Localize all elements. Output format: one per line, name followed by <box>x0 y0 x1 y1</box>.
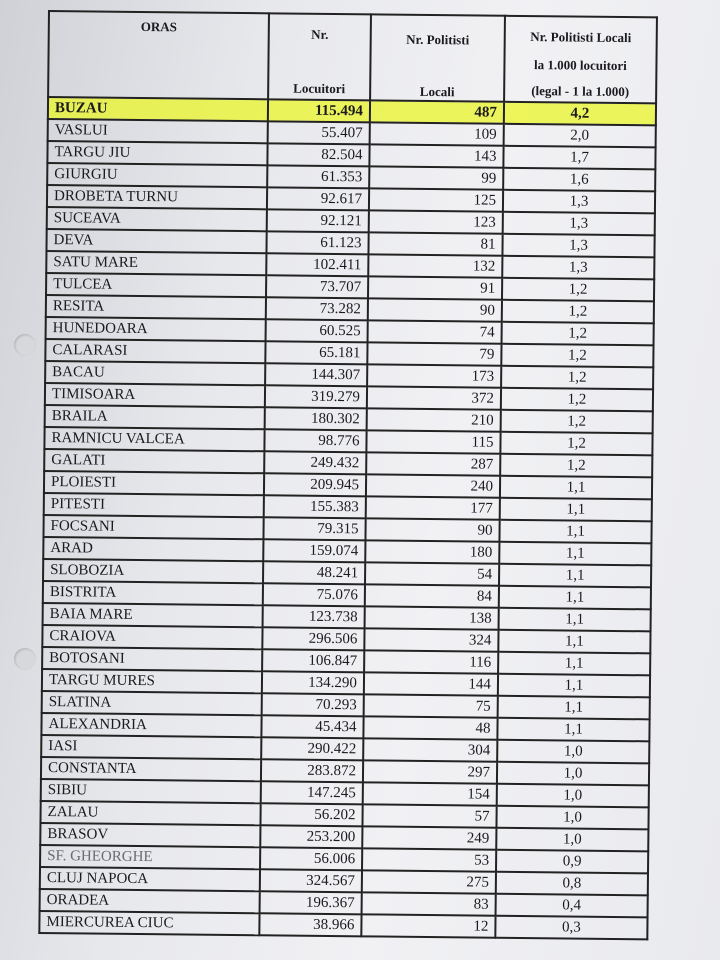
cell-politisti: 53 <box>362 848 496 871</box>
cell-locuitori: 70.293 <box>262 693 364 716</box>
cell-locuitori: 56.006 <box>260 847 362 870</box>
cell-locuitori: 102.411 <box>266 253 368 276</box>
cell-oras: BACAU <box>45 361 265 385</box>
cell-per-1000: 1,0 <box>497 740 649 764</box>
cell-oras: BAIA MARE <box>43 603 263 627</box>
cell-oras: ZALAU <box>40 801 260 825</box>
cell-politisti: 125 <box>369 188 503 211</box>
cell-politisti: 90 <box>365 518 499 541</box>
cell-oras: TARGU MURES <box>42 669 262 693</box>
cell-per-1000: 1,1 <box>499 564 651 588</box>
cell-per-1000: 1,1 <box>499 542 651 566</box>
cell-politisti: 109 <box>370 122 504 145</box>
cell-politisti: 177 <box>366 496 500 519</box>
cell-politisti: 74 <box>368 320 502 343</box>
cell-per-1000: 1,1 <box>498 696 650 720</box>
cell-politisti: 84 <box>365 584 499 607</box>
cell-oras: SF. GHEORGHE <box>40 845 260 869</box>
cell-oras: BOTOSANI <box>42 647 262 671</box>
cell-per-1000: 0,3 <box>495 916 647 940</box>
cell-per-1000: 1,2 <box>502 278 654 302</box>
cell-locuitori: 61.353 <box>267 165 369 188</box>
cell-oras: GALATI <box>44 449 264 473</box>
cell-politisti: 304 <box>363 738 497 761</box>
cell-politisti: 75 <box>364 694 498 717</box>
cell-locuitori: 92.617 <box>267 187 369 210</box>
cell-oras: SUCEAVA <box>47 207 267 231</box>
cell-locuitori: 319.279 <box>265 385 367 408</box>
cell-per-1000: 1,3 <box>503 190 655 214</box>
header-politisti-line2: Locali <box>419 83 455 100</box>
header-oras-label: ORAS <box>140 18 177 35</box>
cell-politisti: 83 <box>362 892 496 915</box>
cell-politisti: 99 <box>369 166 503 189</box>
cell-per-1000: 1,2 <box>502 300 654 324</box>
cell-politisti: 79 <box>367 342 501 365</box>
punch-hole <box>14 334 36 356</box>
cell-locuitori: 79.315 <box>263 517 365 540</box>
cell-politisti: 123 <box>369 210 503 233</box>
cell-politisti: 249 <box>362 826 496 849</box>
cell-locuitori: 296.506 <box>262 627 364 650</box>
cell-per-1000: 0,9 <box>496 850 648 874</box>
cell-oras: MIERCUREA CIUC <box>39 911 259 935</box>
cell-oras: VASLUI <box>48 119 268 143</box>
cell-locuitori: 283.872 <box>261 759 363 782</box>
cell-oras: BRAILA <box>45 405 265 429</box>
cell-per-1000: 1,2 <box>501 410 653 434</box>
cell-per-1000: 1,1 <box>498 630 650 654</box>
cell-politisti: 240 <box>366 474 500 497</box>
cell-per-1000: 1,1 <box>500 476 652 500</box>
cell-politisti: 180 <box>365 540 499 563</box>
cell-politisti: 91 <box>368 276 502 299</box>
cell-oras: TIMISOARA <box>45 383 265 407</box>
cell-per-1000: 1,2 <box>501 344 653 368</box>
cell-oras: CONSTANTA <box>41 757 261 781</box>
cell-oras: FOCSANI <box>43 515 263 539</box>
cell-locuitori: 123.738 <box>263 605 365 628</box>
cell-politisti: 324 <box>364 628 498 651</box>
cell-per-1000: 1,2 <box>501 388 653 412</box>
cell-oras: HUNEDOARA <box>46 317 266 341</box>
cell-politisti: 372 <box>367 386 501 409</box>
cell-oras: IASI <box>41 735 261 759</box>
cell-politisti: 297 <box>363 760 497 783</box>
cell-per-1000: 1,1 <box>497 718 649 742</box>
table-header-row <box>48 11 657 103</box>
cell-oras: PLOIESTI <box>44 471 264 495</box>
cell-locuitori: 106.847 <box>262 649 364 672</box>
cell-oras: SIBIU <box>41 779 261 803</box>
cell-locuitori: 55.407 <box>268 121 370 144</box>
cell-per-1000: 1,3 <box>502 256 654 280</box>
cell-oras: DEVA <box>46 229 266 253</box>
cell-locuitori: 155.383 <box>264 495 366 518</box>
cell-oras: SATU MARE <box>46 251 266 275</box>
header-oras <box>48 11 269 99</box>
cell-per-1000: 1,2 <box>500 432 652 456</box>
cell-oras: ORADEA <box>40 889 260 913</box>
cell-politisti: 54 <box>365 562 499 585</box>
cell-per-1000: 4,2 <box>504 102 656 126</box>
cell-locuitori: 180.302 <box>265 407 367 430</box>
cell-locuitori: 73.707 <box>266 275 368 298</box>
cell-locuitori: 92.121 <box>267 209 369 232</box>
punch-hole <box>14 648 36 670</box>
table-body <box>39 97 656 939</box>
cell-per-1000: 1,1 <box>498 652 650 676</box>
cell-locuitori: 60.525 <box>266 319 368 342</box>
cell-oras: TULCEA <box>46 273 266 297</box>
cell-oras: SLOBOZIA <box>43 559 263 583</box>
header-per-1000-line1: Nr. Politisti Locali <box>530 29 632 46</box>
header-politisti-line1: Nr. Politisti <box>406 31 470 48</box>
cell-per-1000: 1,2 <box>502 322 654 346</box>
cell-oras: CALARASI <box>45 339 265 363</box>
cell-locuitori: 98.776 <box>264 429 366 452</box>
cell-politisti: 132 <box>368 254 502 277</box>
cell-oras: DROBETA TURNU <box>47 185 267 209</box>
cell-oras: ALEXANDRIA <box>41 713 261 737</box>
cell-locuitori: 61.123 <box>266 231 368 254</box>
cell-per-1000: 1,1 <box>498 674 650 698</box>
cell-politisti: 81 <box>368 232 502 255</box>
cell-oras: TARGU JIU <box>47 141 267 165</box>
cell-oras: SLATINA <box>42 691 262 715</box>
cell-locuitori: 134.290 <box>262 671 364 694</box>
cell-politisti: 173 <box>367 364 501 387</box>
cell-politisti: 48 <box>363 716 497 739</box>
cell-per-1000: 0,8 <box>496 872 648 896</box>
cell-locuitori: 159.074 <box>263 539 365 562</box>
cell-locuitori: 144.307 <box>265 363 367 386</box>
cell-politisti: 210 <box>367 408 501 431</box>
cell-politisti: 487 <box>370 100 504 123</box>
cell-politisti: 144 <box>364 672 498 695</box>
cell-oras: RESITA <box>46 295 266 319</box>
cell-oras: BISTRITA <box>43 581 263 605</box>
header-locuitori <box>268 13 371 100</box>
cell-oras: CRAIOVA <box>42 625 262 649</box>
cell-per-1000: 1,0 <box>496 828 648 852</box>
cell-per-1000: 1,0 <box>497 762 649 786</box>
cell-politisti: 154 <box>363 782 497 805</box>
cell-locuitori: 38.966 <box>259 913 361 936</box>
cell-locuitori: 48.241 <box>263 561 365 584</box>
cell-per-1000: 1,1 <box>499 586 651 610</box>
cell-locuitori: 209.945 <box>264 473 366 496</box>
cell-per-1000: 1,3 <box>503 212 655 236</box>
header-per-1000-line3: (legal - 1 la 1.000) <box>531 83 630 100</box>
cell-locuitori: 73.282 <box>266 297 368 320</box>
cell-per-1000: 1,1 <box>499 520 651 544</box>
cell-oras: ARAD <box>43 537 263 561</box>
header-locuitori-line1: Nr. <box>311 26 329 42</box>
cell-politisti: 116 <box>364 650 498 673</box>
header-per-1000 <box>504 16 657 104</box>
cell-locuitori: 82.504 <box>267 143 369 166</box>
cell-per-1000: 0,4 <box>496 894 648 918</box>
cell-locuitori: 290.422 <box>261 737 363 760</box>
cell-locuitori: 147.245 <box>261 781 363 804</box>
cell-politisti: 90 <box>368 298 502 321</box>
cell-per-1000: 1,6 <box>503 168 655 192</box>
cell-per-1000: 1,3 <box>502 234 654 258</box>
cell-politisti: 138 <box>365 606 499 629</box>
cell-oras: RAMNICU VALCEA <box>44 427 264 451</box>
cell-politisti: 275 <box>362 870 496 893</box>
cell-per-1000: 1,7 <box>503 146 655 170</box>
cell-oras: BRASOV <box>40 823 260 847</box>
cell-per-1000: 1,0 <box>496 806 648 830</box>
header-locuitori-line2: Locuitori <box>293 80 346 97</box>
header-politisti <box>370 14 505 101</box>
cell-per-1000: 1,0 <box>497 784 649 808</box>
cell-oras: PITESTI <box>44 493 264 517</box>
cell-oras: BUZAU <box>48 97 268 121</box>
cell-oras: CLUJ NAPOCA <box>40 867 260 891</box>
cell-locuitori: 115.494 <box>268 99 370 122</box>
cell-per-1000: 2,0 <box>504 124 656 148</box>
cell-per-1000: 1,2 <box>500 454 652 478</box>
cell-politisti: 287 <box>366 452 500 475</box>
cell-locuitori: 75.076 <box>263 583 365 606</box>
police-per-city-table <box>38 10 658 940</box>
cell-locuitori: 249.432 <box>264 451 366 474</box>
cell-locuitori: 196.367 <box>260 891 362 914</box>
cell-politisti: 115 <box>366 430 500 453</box>
cell-locuitori: 253.200 <box>260 825 362 848</box>
cell-politisti: 12 <box>361 914 495 937</box>
cell-per-1000: 1,2 <box>501 366 653 390</box>
cell-locuitori: 45.434 <box>261 715 363 738</box>
cell-per-1000: 1,1 <box>499 608 651 632</box>
header-per-1000-line2: la 1.000 locuitori <box>533 57 627 74</box>
cell-per-1000: 1,1 <box>500 498 652 522</box>
cell-oras: GIURGIU <box>47 163 267 187</box>
cell-locuitori: 56.202 <box>260 803 362 826</box>
cell-politisti: 143 <box>369 144 503 167</box>
cell-politisti: 57 <box>362 804 496 827</box>
cell-locuitori: 65.181 <box>265 341 367 364</box>
cell-locuitori: 324.567 <box>260 869 362 892</box>
